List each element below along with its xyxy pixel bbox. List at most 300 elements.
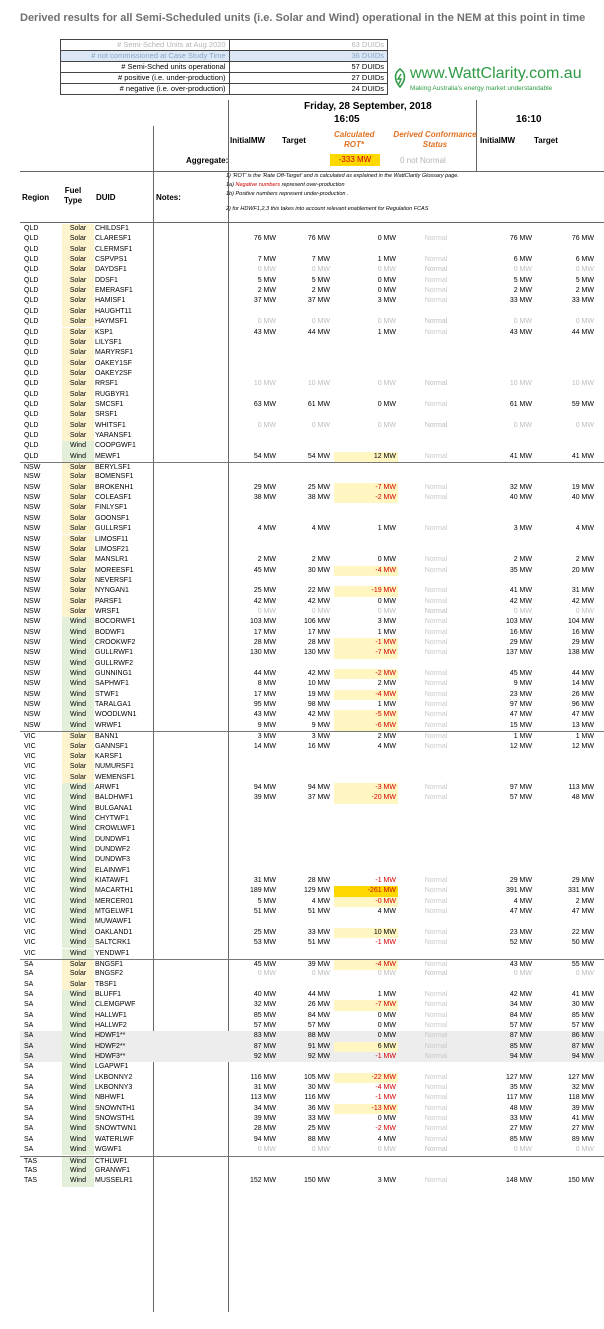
- target-1605: 42 MW: [307, 711, 330, 719]
- duid: DUNDWF3: [95, 856, 130, 864]
- rot: 1 MW: [377, 328, 396, 336]
- initial-mw-1610: 16 MW: [509, 628, 532, 636]
- target-1605: 5 MW: [311, 276, 330, 284]
- conformance-status: Normal: [424, 1073, 448, 1081]
- region: SA: [24, 1001, 34, 1009]
- region: VIC: [24, 825, 36, 833]
- initial-mw-1605: 94 MW: [253, 1135, 276, 1143]
- initial-mw-1605: 5 MW: [257, 897, 276, 905]
- table-row: [20, 907, 604, 917]
- fuel-type: Solar: [62, 752, 94, 762]
- fuel-type: Wind: [62, 628, 94, 638]
- summary-row: [61, 84, 388, 95]
- target-1610: 13 MW: [571, 721, 594, 729]
- table-row: [20, 503, 604, 513]
- table-row: [20, 866, 604, 876]
- initial-mw-1610: 0 MW: [513, 318, 532, 326]
- region: VIC: [24, 856, 36, 864]
- target-1605: 25 MW: [307, 1125, 330, 1133]
- region: QLD: [24, 359, 39, 367]
- col-notes: Notes:: [156, 193, 181, 202]
- region: NSW: [24, 494, 41, 502]
- rot: 4 MW: [377, 742, 396, 750]
- initial-mw-1605: 29 MW: [253, 483, 276, 491]
- table-row: [20, 648, 604, 658]
- rot: -261 MW: [334, 886, 398, 896]
- table-row: [20, 276, 604, 286]
- fuel-type: Solar: [62, 245, 94, 255]
- fuel-type: Solar: [62, 379, 94, 389]
- conformance-status: Normal: [424, 1115, 448, 1123]
- target-1605: 33 MW: [307, 1115, 330, 1123]
- rot: -3 MW: [334, 783, 398, 793]
- target-1610: 30 MW: [571, 1001, 594, 1009]
- initial-mw-1605: 152 MW: [249, 1177, 276, 1185]
- region: VIC: [24, 939, 36, 947]
- region: SA: [24, 1032, 34, 1040]
- fuel-type: Wind: [62, 1124, 94, 1134]
- fuel-type: Solar: [62, 348, 94, 358]
- conformance-status: Normal: [424, 1177, 448, 1185]
- table-row: [20, 928, 604, 938]
- duid: SNOWTWN1: [95, 1125, 137, 1133]
- aggregate-rot: -333 MW: [330, 154, 380, 166]
- summary-row: [61, 73, 388, 84]
- initial-mw-1605: 43 MW: [253, 328, 276, 336]
- initial-mw-1610: 41 MW: [509, 587, 532, 595]
- region: NSW: [24, 514, 41, 522]
- region: NSW: [24, 690, 41, 698]
- region: SA: [24, 1021, 34, 1029]
- fuel-type: Wind: [62, 1176, 94, 1186]
- conformance-status: Normal: [424, 1042, 448, 1050]
- target-1605: 54 MW: [307, 452, 330, 460]
- table-row: [20, 390, 604, 400]
- duid: GULLRWF1: [95, 649, 133, 657]
- duid: DUNDWF2: [95, 846, 130, 853]
- region: QLD: [24, 349, 39, 357]
- fuel-type: Solar: [62, 762, 94, 772]
- target-1610: 150 MW: [567, 1177, 594, 1185]
- fuel-type: Wind: [62, 783, 94, 793]
- target-1605: 150 MW: [303, 1177, 330, 1185]
- table-row: [20, 814, 604, 824]
- fuel-type: Solar: [62, 286, 94, 296]
- target-1610: 32 MW: [571, 1084, 594, 1092]
- summary-label: # negative (i.e. over-production): [61, 84, 230, 95]
- rot: -4 MW: [334, 960, 398, 970]
- target-1610: 27 MW: [571, 1125, 594, 1133]
- initial-mw-1605: 17 MW: [253, 690, 276, 698]
- duid: NEVERSF1: [95, 576, 132, 584]
- fuel-type: Wind: [62, 1073, 94, 1083]
- duid: DDSF1: [95, 276, 118, 284]
- conformance-status: Normal: [424, 670, 448, 678]
- initial-mw-1610: 23 MW: [509, 928, 532, 936]
- rot: 2 MW: [377, 733, 396, 741]
- region: SA: [24, 1115, 34, 1123]
- rot: -5 MW: [334, 710, 398, 720]
- table-row: [20, 669, 604, 679]
- target-1605: 129 MW: [303, 887, 330, 895]
- duid: WGWF1: [95, 1146, 122, 1154]
- region: SA: [24, 1146, 34, 1154]
- duid: ELAINWF1: [95, 866, 131, 874]
- col-rot: Calculated ROT*: [334, 130, 375, 149]
- duid: OAKLAND1: [95, 928, 133, 936]
- conformance-status: Normal: [424, 1094, 448, 1102]
- col-region: Region: [22, 193, 50, 202]
- region: SA: [24, 1135, 34, 1143]
- initial-mw-1605: 42 MW: [253, 597, 276, 605]
- initial-mw-1610: 94 MW: [509, 1053, 532, 1060]
- target-1610: 127 MW: [567, 1073, 594, 1081]
- conformance-status: Normal: [424, 990, 448, 998]
- rot: -13 MW: [334, 1104, 398, 1114]
- table-row: [20, 824, 604, 834]
- duid: TARALGA1: [95, 701, 132, 709]
- conformance-status: Normal: [424, 701, 448, 709]
- conformance-status: Normal: [424, 556, 448, 564]
- target-1605: 4 MW: [311, 897, 330, 905]
- region: NSW: [24, 464, 41, 472]
- initial-mw-1605: 17 MW: [253, 628, 276, 636]
- target-1610: 94 MW: [571, 1053, 594, 1060]
- region: VIC: [24, 763, 36, 771]
- note-1: 1) 'ROT' is the 'Rate Off-Target' and is calculated as explained in the WattClarity Glossary page.: [226, 173, 459, 179]
- duid: OAKEY2SF: [95, 369, 132, 377]
- initial-mw-1610: 117 MW: [506, 1094, 532, 1102]
- region: VIC: [24, 887, 36, 895]
- summary-value: 24 DUIDs: [229, 84, 387, 95]
- region: QLD: [24, 297, 39, 305]
- region: VIC: [24, 773, 36, 781]
- fuel-type: Solar: [62, 607, 94, 617]
- duid: CLERMSF1: [95, 245, 133, 253]
- fuel-type: Solar: [62, 576, 94, 586]
- initial-mw-1610: 0 MW: [513, 266, 532, 274]
- target-1605: 37 MW: [307, 297, 330, 305]
- conformance-status: Normal: [424, 680, 448, 688]
- target-1610: 41 MW: [571, 990, 594, 998]
- initial-mw-1605: 45 MW: [253, 566, 276, 574]
- fuel-type: Solar: [62, 732, 94, 742]
- region: SA: [24, 1073, 34, 1081]
- initial-mw-1605: 45 MW: [253, 960, 276, 968]
- initial-mw-1605: 0 MW: [257, 1146, 276, 1154]
- initial-mw-1610: 47 MW: [509, 711, 532, 719]
- target-1610: 0 MW: [575, 318, 594, 326]
- duid: RRSF1: [95, 380, 118, 388]
- region: VIC: [24, 897, 36, 905]
- table-row: [20, 524, 604, 534]
- initial-mw-1610: 0 MW: [513, 1146, 532, 1154]
- fuel-type: Solar: [62, 773, 94, 783]
- conformance-status: Normal: [424, 742, 448, 750]
- initial-mw-1610: 42 MW: [509, 597, 532, 605]
- region: NSW: [24, 566, 41, 574]
- conformance-status: Normal: [424, 1084, 448, 1092]
- conformance-status: Normal: [424, 597, 448, 605]
- duid: SNOWSTH1: [95, 1115, 135, 1123]
- target-1610: 87 MW: [571, 1042, 594, 1050]
- table-row: [20, 555, 604, 565]
- rot: -4 MW: [334, 566, 398, 576]
- target-1610: 55 MW: [571, 960, 594, 968]
- conformance-status: Normal: [424, 908, 448, 916]
- conformance-status: Normal: [424, 525, 448, 533]
- conformance-status: Normal: [424, 783, 448, 791]
- target-1610: 14 MW: [571, 680, 594, 688]
- target-1605: 0 MW: [311, 421, 330, 429]
- table-row: [20, 700, 604, 710]
- target-1610: 48 MW: [571, 794, 594, 802]
- target-1605: 38 MW: [307, 494, 330, 502]
- region: NSW: [24, 670, 41, 678]
- duid: NYNGAN1: [95, 587, 129, 595]
- fuel-type: Solar: [62, 566, 94, 576]
- fuel-type: Solar: [62, 369, 94, 379]
- table-row: [20, 949, 604, 959]
- region: QLD: [24, 287, 39, 295]
- initial-mw-1605: 5 MW: [257, 276, 276, 284]
- conformance-status: Normal: [424, 628, 448, 636]
- time-heading-2: 16:10: [516, 114, 542, 125]
- duid: BLUFF1: [95, 990, 122, 998]
- initial-mw-1610: 137 MW: [505, 649, 532, 657]
- table-row: [20, 845, 604, 855]
- conformance-status: Normal: [424, 328, 448, 336]
- target-1605: 51 MW: [307, 939, 330, 947]
- summary-value: 57 DUIDs: [229, 62, 387, 73]
- fuel-type: Solar: [62, 359, 94, 369]
- fuel-type: Solar: [62, 463, 94, 473]
- initial-mw-1610: 3 MW: [513, 525, 532, 533]
- region: SA: [24, 970, 34, 978]
- duid: WOODLWN1: [95, 711, 137, 719]
- table-row: [20, 773, 604, 783]
- table-row: [20, 566, 604, 576]
- region: SA: [24, 980, 34, 988]
- rot: 1 MW: [377, 701, 396, 709]
- target-1610: 89 MW: [571, 1135, 594, 1143]
- target-1610: 40 MW: [571, 494, 594, 502]
- initial-mw-1610: 10 MW: [509, 380, 532, 388]
- fuel-type: Wind: [62, 1042, 94, 1052]
- conformance-status: Normal: [424, 1135, 448, 1143]
- target-1605: 91 MW: [307, 1042, 330, 1050]
- duid: KARSF1: [95, 752, 123, 760]
- rot: -20 MW: [334, 793, 398, 803]
- initial-mw-1605: 53 MW: [253, 939, 276, 947]
- target-1605: 98 MW: [307, 701, 330, 709]
- conformance-status: Normal: [424, 639, 448, 646]
- duid: SMCSF1: [95, 400, 124, 408]
- target-1605: 16 MW: [307, 742, 330, 750]
- rot: 0 MW: [377, 1021, 396, 1029]
- region: QLD: [24, 276, 39, 284]
- target-1610: 138 MW: [567, 649, 594, 657]
- summary-row: [61, 62, 388, 73]
- duid: SALTCRK1: [95, 939, 131, 947]
- region: QLD: [24, 225, 39, 232]
- duid: GULLRWF2: [95, 659, 133, 667]
- conformance-status: Normal: [424, 276, 448, 284]
- initial-mw-1610: 27 MW: [509, 1125, 532, 1133]
- conformance-status: Normal: [424, 1104, 448, 1112]
- fuel-type: Solar: [62, 503, 94, 513]
- date-heading: Friday, 28 September, 2018: [304, 101, 432, 112]
- rot: 0 MW: [377, 1032, 396, 1040]
- duid: MERCER01: [95, 897, 134, 905]
- duid: MTGELWF1: [95, 908, 134, 916]
- target-1605: 10 MW: [307, 680, 330, 688]
- target-1610: 2 MW: [575, 897, 594, 905]
- table-row: [20, 980, 604, 990]
- conformance-status: Normal: [424, 607, 448, 615]
- conformance-status: Normal: [424, 970, 448, 978]
- initial-mw-1610: 52 MW: [509, 939, 532, 947]
- duid: MUWAWF1: [95, 918, 132, 926]
- rot: 4 MW: [377, 1135, 396, 1143]
- initial-mw-1605: 31 MW: [253, 1084, 276, 1092]
- initial-mw-1610: 0 MW: [513, 421, 532, 429]
- target-1610: 50 MW: [571, 939, 594, 947]
- target-1610: 12 MW: [571, 742, 594, 750]
- notes-block: [226, 172, 476, 214]
- duid: COOPGWF1: [95, 442, 136, 450]
- target-1605: 22 MW: [307, 587, 330, 595]
- conformance-status: Normal: [424, 256, 448, 264]
- region: VIC: [24, 752, 36, 760]
- table-row: [20, 762, 604, 772]
- table-row: [20, 876, 604, 886]
- region: NSW: [24, 721, 41, 729]
- initial-mw-1610: 2 MW: [513, 287, 532, 295]
- initial-mw-1610: 43 MW: [509, 328, 532, 336]
- initial-mw-1610: 84 MW: [509, 1011, 532, 1019]
- target-1610: 118 MW: [568, 1094, 594, 1102]
- initial-mw-1610: 391 MW: [505, 887, 532, 895]
- fuel-type: Wind: [62, 845, 94, 855]
- target-1605: 0 MW: [311, 970, 330, 978]
- duid: MEWF1: [95, 452, 121, 460]
- duid: RUGBYR1: [95, 390, 129, 398]
- fuel-type: Wind: [62, 700, 94, 710]
- initial-mw-1610: 15 MW: [509, 721, 532, 729]
- region: NSW: [24, 701, 41, 709]
- rot: 0 MW: [377, 380, 396, 388]
- rot: 0 MW: [377, 1011, 396, 1019]
- duid: CHYTWF1: [95, 814, 129, 822]
- region: NSW: [24, 473, 41, 481]
- fuel-type: Solar: [62, 255, 94, 265]
- region: QLD: [24, 266, 39, 274]
- summary-row: [61, 51, 388, 62]
- initial-mw-1610: 57 MW: [509, 1021, 532, 1029]
- region: QLD: [24, 318, 39, 326]
- fuel-type: Wind: [62, 917, 94, 927]
- region: NSW: [24, 628, 41, 636]
- rot: -7 MW: [334, 1000, 398, 1010]
- duid: MARYRSF1: [95, 349, 133, 357]
- region: TAS: [24, 1157, 38, 1165]
- region: QLD: [24, 235, 39, 243]
- rot: 2 MW: [377, 680, 396, 688]
- fuel-type: Solar: [62, 514, 94, 524]
- rot: 3 MW: [377, 1177, 396, 1185]
- page-title: Derived results for all Semi-Scheduled units (i.e. Solar and Wind) operational in the NEM at this point in time: [20, 12, 586, 24]
- initial-mw-1605: 32 MW: [253, 1001, 276, 1009]
- fuel-type: Wind: [62, 679, 94, 689]
- aggregate-status: 0 not Normal: [400, 156, 446, 165]
- initial-mw-1610: 12 MW: [509, 742, 532, 750]
- initial-mw-1605: 113 MW: [250, 1094, 276, 1102]
- initial-mw-1605: 39 MW: [253, 794, 276, 802]
- fuel-type: Solar: [62, 472, 94, 482]
- table-row: [20, 265, 604, 275]
- fuel-type: Wind: [62, 824, 94, 834]
- rot: 0 MW: [377, 318, 396, 326]
- conformance-status: Normal: [424, 928, 448, 936]
- initial-mw-1610: 5 MW: [513, 276, 532, 284]
- table-row: [20, 1166, 604, 1176]
- conformance-status: Normal: [424, 587, 448, 595]
- region: NSW: [24, 649, 41, 657]
- table-row: [20, 441, 604, 451]
- duid: GANNSF1: [95, 742, 129, 750]
- target-1610: 6 MW: [575, 256, 594, 264]
- duid: KSP1: [95, 328, 113, 336]
- target-1605: 106 MW: [303, 618, 330, 626]
- time-heading-1: 16:05: [334, 114, 360, 125]
- duid: CROWLWF1: [95, 825, 136, 833]
- conformance-status: Normal: [424, 266, 448, 274]
- region: VIC: [24, 949, 36, 957]
- fuel-type: Solar: [62, 390, 94, 400]
- table-row: [20, 752, 604, 762]
- target-1610: 331 MW: [567, 887, 594, 895]
- fuel-type: Wind: [62, 1052, 94, 1062]
- conformance-status: Normal: [424, 690, 448, 698]
- region: SA: [24, 1125, 34, 1133]
- target-1605: 10 MW: [307, 380, 330, 388]
- table-row: [20, 804, 604, 814]
- table-row: [20, 400, 604, 410]
- col-target-2: Target: [534, 136, 558, 145]
- table-row: [20, 938, 604, 948]
- rot: 0 MW: [377, 400, 396, 408]
- conformance-status: Normal: [424, 287, 448, 295]
- fuel-type: Wind: [62, 1062, 94, 1072]
- duid: LKBONNY3: [95, 1084, 133, 1092]
- region: VIC: [24, 742, 36, 750]
- target-1610: 19 MW: [571, 483, 594, 491]
- target-1610: 26 MW: [571, 690, 594, 698]
- initial-mw-1605: 28 MW: [253, 1125, 276, 1133]
- header-rule: [20, 222, 604, 223]
- region: NSW: [24, 659, 41, 667]
- target-1610: 57 MW: [571, 1021, 594, 1029]
- duid: MANSLR1: [95, 556, 129, 564]
- region: NSW: [24, 545, 41, 553]
- duid: FINLYSF1: [95, 504, 128, 512]
- target-1605: 33 MW: [307, 928, 330, 936]
- duid: LGAPWF1: [95, 1063, 129, 1071]
- region: VIC: [24, 733, 36, 741]
- fuel-type: Wind: [62, 949, 94, 959]
- initial-mw-1605: 37 MW: [253, 297, 276, 305]
